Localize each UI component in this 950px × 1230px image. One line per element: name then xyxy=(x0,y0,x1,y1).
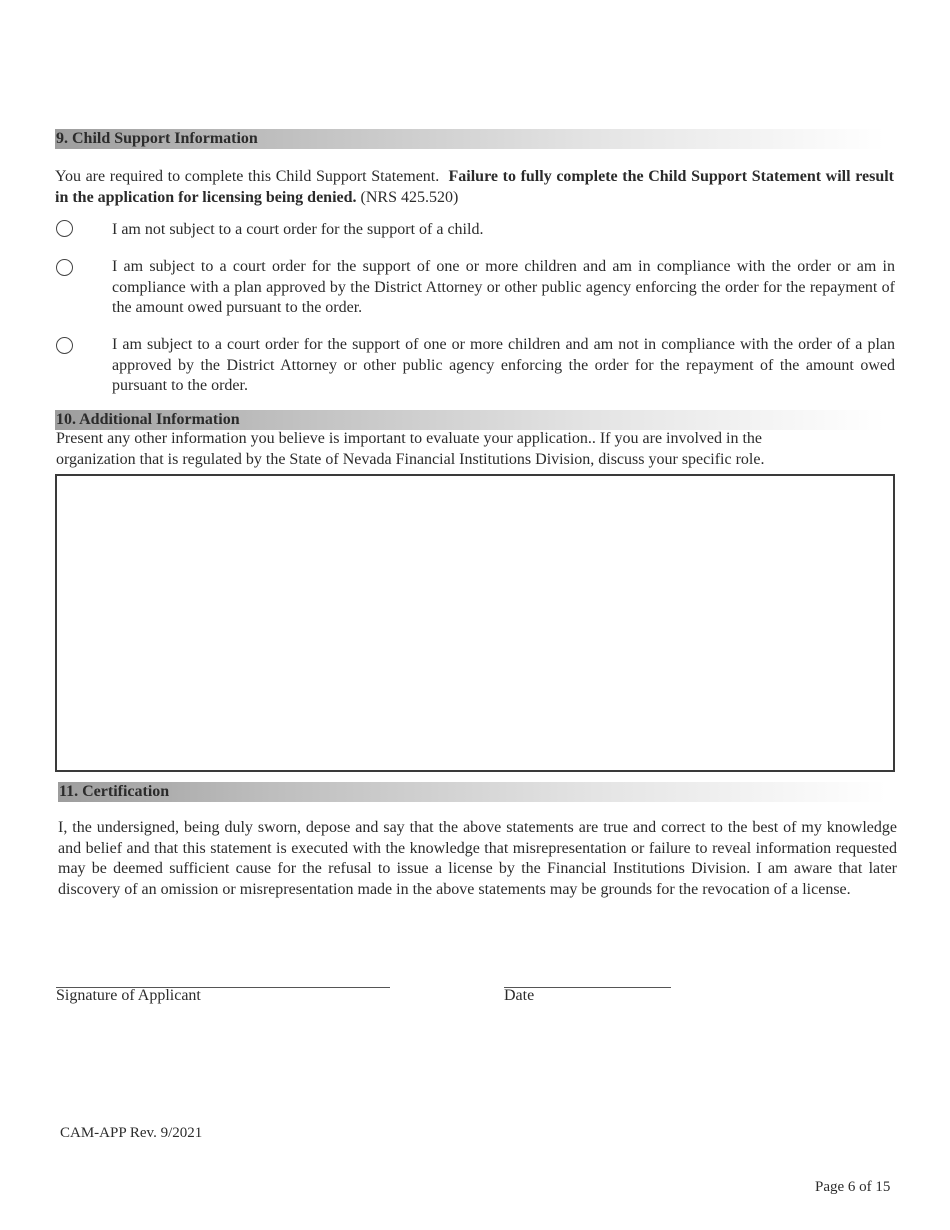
additional-info-line-2: organization that is regulated by the State of Nevada Financial Institutions Division, discuss your specific role. xyxy=(56,450,765,468)
section-11-header: 11. Certification xyxy=(58,782,886,802)
radio-subject-not-in-compliance[interactable] xyxy=(56,337,73,354)
date-label: Date xyxy=(504,987,535,1004)
option-subject-in-compliance-label: I am subject to a court order for the support of one or more children and am in compliance with the order or am in compliance with a plan approved by the District Attorney or other public agency enforcing the order for the repayment of the amount owed pursuant to the order. xyxy=(112,258,895,316)
certification-text: I, the undersigned, being duly sworn, depose and say that the above statements are true and correct to the best of my knowledge and belief and that this statement is executed with the knowledge that misrepresentation or failure to reveal information requested may be deemed sufficient cause for the refusal to issue a license by the Financial Institutions Division. I am aware that later discovery of an omission or misrepresentation made in the above statements may be grounds for the revocation of a license. xyxy=(58,819,897,898)
intro-bold: Failure to fully complete the Child Support Statement will result in the application for licensing being denied. xyxy=(55,168,895,206)
section-9-header: 9. Child Support Information xyxy=(55,129,885,149)
form-revision: CAM-APP Rev. 9/2021 xyxy=(60,1125,203,1141)
signature-label: Signature of Applicant xyxy=(56,987,201,1004)
child-support-intro xyxy=(55,167,894,208)
additional-info-textarea[interactable] xyxy=(55,474,895,772)
section-10-header: 10. Additional Information xyxy=(55,410,885,430)
radio-subject-in-compliance[interactable] xyxy=(56,259,73,276)
intro-plain: You are required to complete this Child Support Statement. xyxy=(55,168,440,185)
additional-info-description xyxy=(56,429,764,470)
option-not-subject-label: I am not subject to a court order for the support of a child. xyxy=(112,221,484,238)
intro-ref: (NRS 425.520) xyxy=(360,188,459,206)
radio-not-subject[interactable] xyxy=(56,220,73,237)
option-subject-not-in-compliance-label: I am subject to a court order for the support of one or more children and am not in compliance with the order of a plan approved by the District Attorney or other public agency enforcing the order for the repayment of the amount owed pursuant to the order. xyxy=(112,336,895,394)
additional-info-line-1: Present any other information you believe is important to evaluate your application.. If you are involved in the xyxy=(56,430,763,447)
page-number: Page 6 of 15 xyxy=(815,1179,891,1195)
